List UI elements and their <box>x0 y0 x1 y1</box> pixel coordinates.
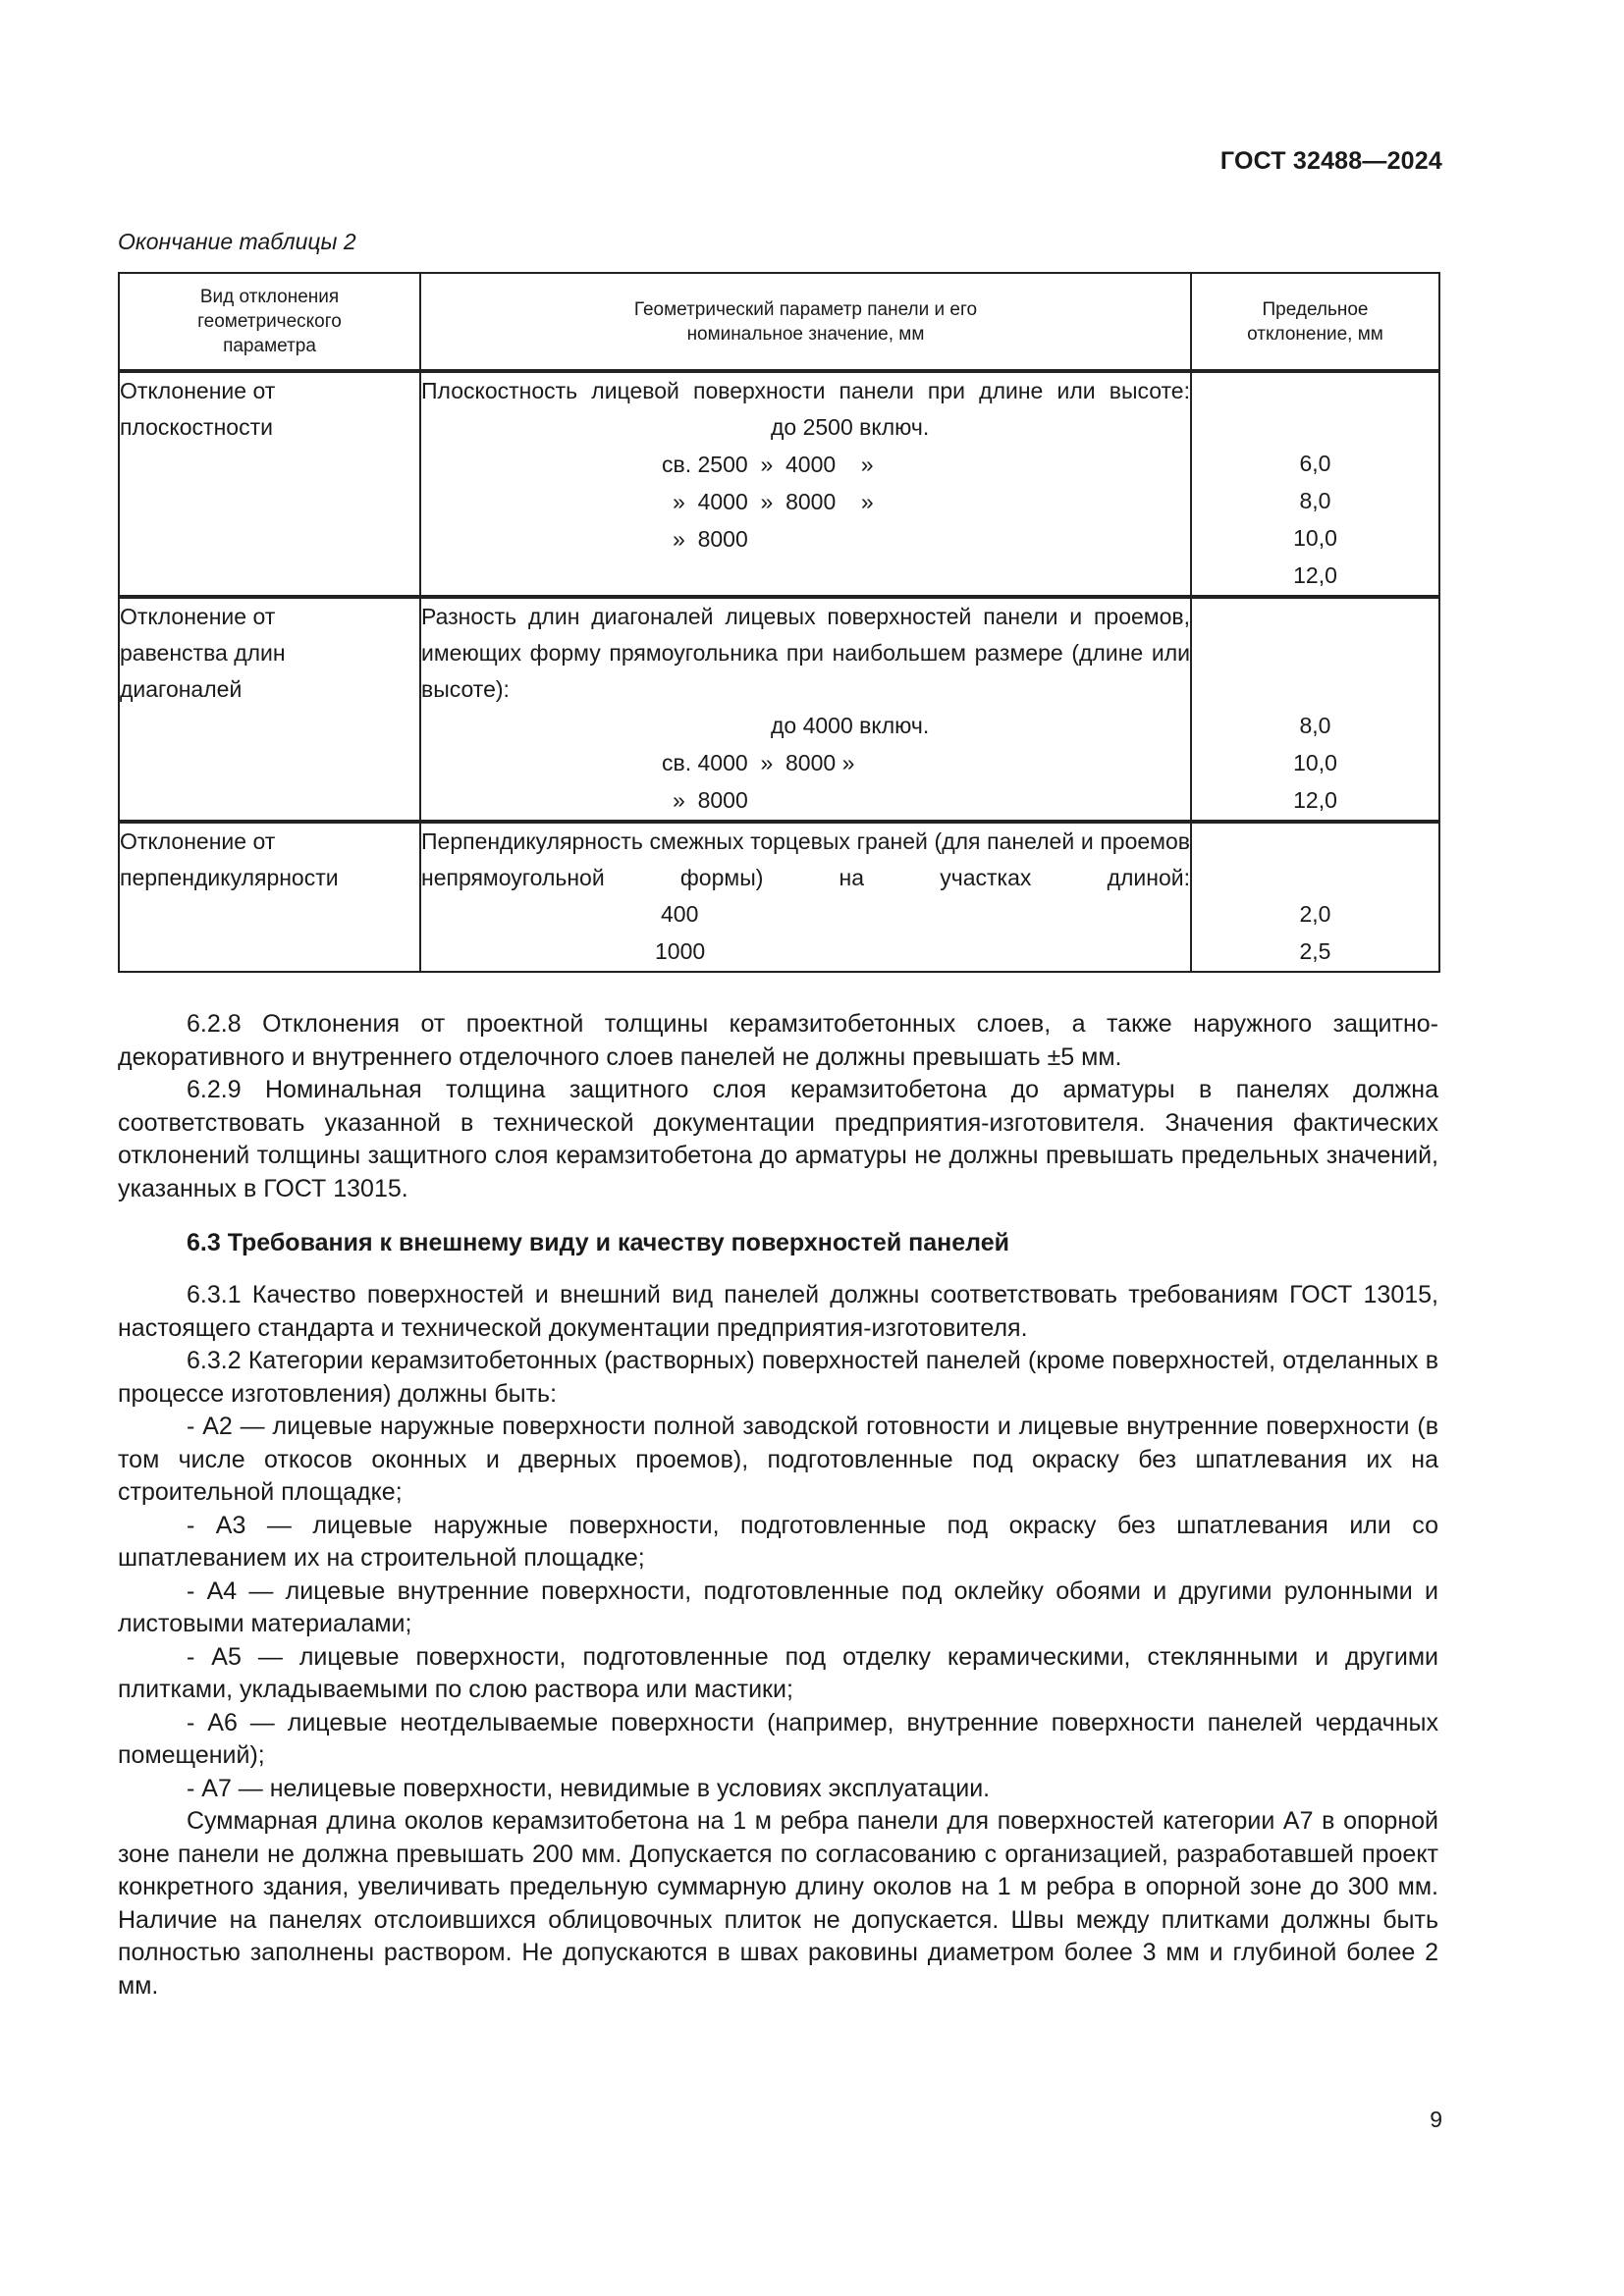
table-caption: Окончание таблицы 2 <box>118 229 356 254</box>
range-line: до 4000 включ. <box>771 713 930 738</box>
range-line: до 2500 включ. <box>771 414 930 440</box>
limit-values-cell <box>1191 597 1439 822</box>
limit-value: 10,0 <box>1293 525 1337 551</box>
range-line: » 4000 » 8000 » <box>673 489 874 514</box>
list-item: - А5 — лицевые поверхности, подготовленные под отделку керамическими, стеклянными и другими плитками, укладываемыми по слою раствора или мастики; <box>118 1642 1438 1703</box>
deviation-kind-cell: Отклонение от равенства длин диагоналей <box>119 597 420 822</box>
list-item: - А4 — лицевые внутренние поверхности, подготовленные под оклейку обоями и другими рулонными и листовыми материалами; <box>118 1576 1438 1637</box>
deviation-kind-cell: Отклонение от плоскостности <box>119 371 420 597</box>
range-line: » 8000 <box>673 526 748 552</box>
paragraph: 6.3.1 Качество поверхностей и внешний вид панелей должны соответствовать требованиям ГОСТ 13015, настоящего стандарта и технической документации предприятия-изготовителя. <box>118 1281 1438 1342</box>
paragraph: 6.3.2 Категории керамзитобетонных (растворных) поверхностей панелей (кроме поверхностей, отделанных в процессе изготовления) должны быть: <box>118 1347 1438 1408</box>
paragraph: 6.2.8 Отклонения от проектной толщины керамзитобетонных слоев, а также наружного защитно-декоративного и внутреннего отделочного слоев панелей не должны превышать ±5 мм. <box>118 1010 1438 1071</box>
column-header-parameter: Геометрический параметр панели и его номинальное значение, мм <box>420 273 1191 371</box>
document-code: ГОСТ 32488—2024 <box>1219 147 1442 175</box>
limit-value: 12,0 <box>1293 562 1337 588</box>
paragraph: 6.2.9 Номинальная толщина защитного слоя керамзитобетона до арматуры в панелях должна соответствовать указанной в технической документации предприятия-изготовителя. Значения фактических отклонений толщины защитного слоя керамзитобетона до арматуры не должны превышать предельных значений, указанных в ГОСТ 13015. <box>118 1076 1438 1202</box>
limit-value: 10,0 <box>1293 750 1337 775</box>
table-row <box>119 371 1439 597</box>
parameter-cell <box>420 822 1191 972</box>
parameter-cell <box>420 597 1191 822</box>
paragraph: Суммарная длина околов керамзитобетона на 1 м ребра панели для поверхностей категории А7 в опорной зоне панели не должна превышать 200 мм. Допускается по согласованию с организацией, разработавшей проект конкретного здания, увеличивать предельную суммарную длину околов на 1 м ребра в опорной зоне до 300 мм. Наличие на панелях отслоившихся облицовочных плиток не допускается. Швы между плитками должны быть полностью заполнены раствором. Не допускаются в швах раковины диаметром более 3 мм и глубиной более 2 мм. <box>118 1807 1438 2000</box>
range-line: св. 2500 » 4000 » <box>662 452 874 477</box>
list-item: - А6 — лицевые неотделываемые поверхности (например, внутренние поверхности панелей чердачных помещений); <box>118 1708 1438 1769</box>
list-item: - А3 — лицевые наружные поверхности, подготовленные под окраску без шпатлевания или со шпатлеванием их на строительной площадке; <box>118 1511 1438 1572</box>
limit-values-cell <box>1191 822 1439 972</box>
parameter-description: Плоскостность лицевой поверхности панели при длине или высоте: <box>421 378 1190 403</box>
limit-value: 2,5 <box>1299 938 1331 964</box>
limit-value: 12,0 <box>1293 787 1337 813</box>
limit-values-cell <box>1191 371 1439 597</box>
table-header-row <box>119 273 1439 371</box>
table-row <box>119 822 1439 972</box>
table-row <box>119 597 1439 822</box>
list-item: - А2 — лицевые наружные поверхности полной заводской готовности и лицевые внутренние поверхности (в том числе откосов оконных и дверных проемов), подготовленные под окраску без шпатлевания их на строительной площадке; <box>118 1413 1438 1506</box>
clauses-6-2 <box>118 1008 1438 1205</box>
range-line: 400 <box>661 901 699 927</box>
page-number: 9 <box>1430 2107 1442 2132</box>
section-heading: 6.3 Требования к внешнему виду и качеству поверхностей панелей <box>187 1229 1009 1256</box>
range-line: св. 4000 » 8000 » <box>662 750 855 775</box>
parameter-description: Перпендикулярность смежных торцевых граней (для панелей и проемов непрямоугольной формы) на участках длиной: <box>421 828 1190 890</box>
deviation-kind-cell: Отклонение от перпендикулярности <box>119 822 420 972</box>
range-line: 1000 <box>655 938 706 964</box>
column-header-kind: Вид отклонения геометрического параметра <box>119 273 420 371</box>
limit-value: 8,0 <box>1299 713 1331 738</box>
parameter-cell <box>420 371 1191 597</box>
limit-value: 6,0 <box>1299 451 1331 476</box>
column-header-limit: Предельное отклонение, мм <box>1191 273 1439 371</box>
deviation-table <box>118 272 1440 973</box>
list-item: - А7 — нелицевые поверхности, невидимые в условиях эксплуатации. <box>187 1774 991 1802</box>
parameter-description: Разность длин диагоналей лицевых поверхностей панели и проемов, имеющих форму прямоугольника при наибольшем размере (длине или высоте): <box>421 604 1190 702</box>
section-6-3 <box>118 1227 1438 1260</box>
clauses-6-3 <box>118 1279 1438 2002</box>
range-line: » 8000 <box>673 787 748 813</box>
limit-value: 8,0 <box>1299 488 1331 513</box>
limit-value: 2,0 <box>1299 901 1331 927</box>
